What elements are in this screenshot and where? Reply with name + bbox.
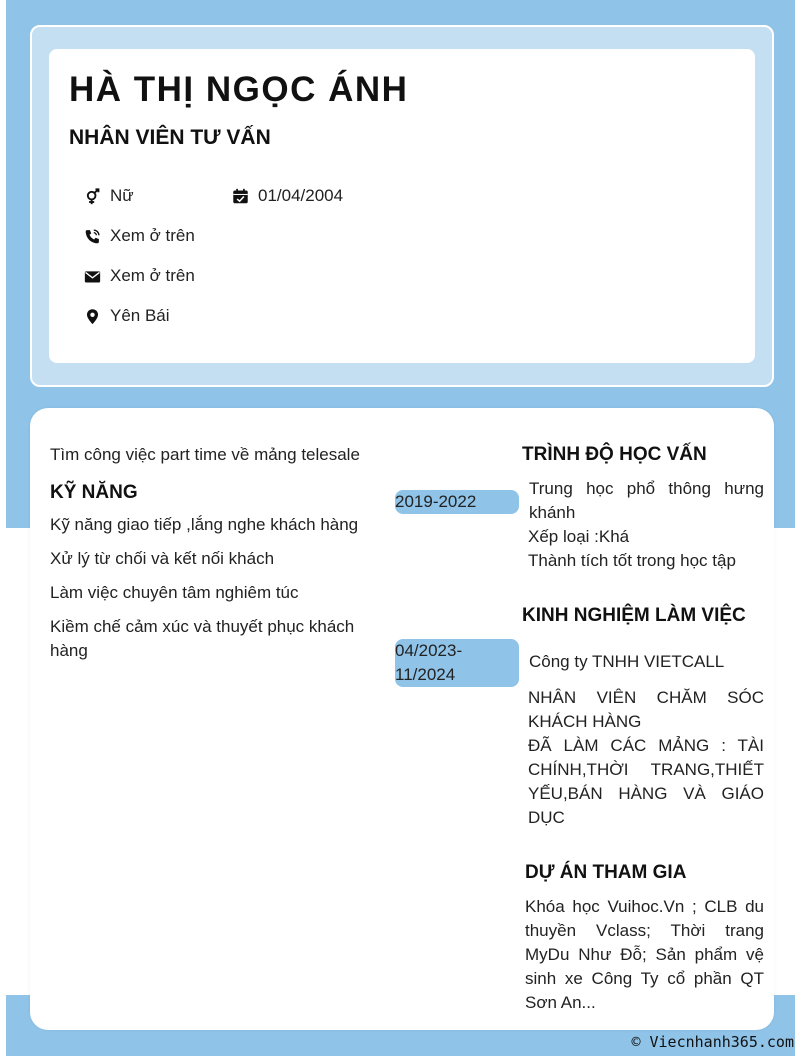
job-title: NHÂN VIÊN TƯ VẤN: [69, 126, 271, 149]
projects-description: Khóa học Vuihoc.Vn ; CLB du thuyền Vclass; Thời trang MyDu Như Đỗ; Sản phẩm vệ sinh xe Công Ty cổ phần QT Sơn An...: [525, 897, 764, 1012]
phone-value: Xem ở trên: [110, 226, 195, 245]
location-pin-icon: [83, 307, 101, 325]
footer-watermark: © Viecnhanh365.com: [631, 1033, 794, 1051]
skill-item: Làm việc chuyên tâm nghiêm túc: [50, 583, 299, 602]
education-school: Trung học phổ thông hưng khánh: [529, 479, 764, 522]
email-row: [83, 266, 195, 286]
gender-icon: [83, 187, 101, 205]
experience-role: NHÂN VIÊN CHĂM SÓC KHÁCH HÀNG: [528, 688, 764, 731]
profile-photo: [469, 89, 709, 329]
education-period: 2019-2022: [395, 490, 519, 514]
gender-row: [83, 186, 134, 206]
gender-value: Nữ: [110, 186, 134, 205]
address-value: Yên Bái: [110, 306, 170, 325]
skills-heading: KỸ NĂNG: [50, 482, 138, 503]
phone-row: [83, 226, 195, 246]
experience-heading: KINH NGHIỆM LÀM VIỆC: [522, 605, 746, 626]
birthdate-row: [231, 186, 343, 206]
candidate-name: HÀ THỊ NGỌC ÁNH: [69, 70, 409, 109]
envelope-icon: [83, 267, 101, 285]
skill-item: Kỹ năng giao tiếp ,lắng nghe khách hàng: [50, 515, 359, 534]
projects-heading: DỰ ÁN THAM GIA: [525, 862, 687, 883]
skill-item: Xử lý từ chối và kết nối khách: [50, 549, 275, 568]
education-grade: Xếp loại :Khá: [528, 527, 630, 546]
career-objective: Tìm công việc part time về mảng telesale: [50, 445, 360, 464]
address-row: [83, 306, 170, 326]
education-achievement: Thành tích tốt trong học tập: [528, 551, 736, 570]
experience-period: 04/2023-11/2024: [395, 639, 519, 687]
skill-item: Kiềm chế cảm xúc và thuyết phục khách hàng: [50, 617, 355, 660]
education-heading: TRÌNH ĐỘ HỌC VẤN: [522, 444, 707, 465]
birthdate-value: 01/04/2004: [258, 186, 344, 205]
phone-icon: [83, 227, 101, 245]
experience-description: ĐÃ LÀM CÁC MẢNG : TÀI CHÍNH,THỜI TRANG,THIẾT YẾU,BÁN HÀNG VÀ GIÁO DỤC: [528, 736, 764, 827]
experience-company: Công ty TNHH VIETCALL: [529, 652, 725, 671]
calendar-icon: [231, 187, 249, 205]
email-value: Xem ở trên: [110, 266, 195, 285]
